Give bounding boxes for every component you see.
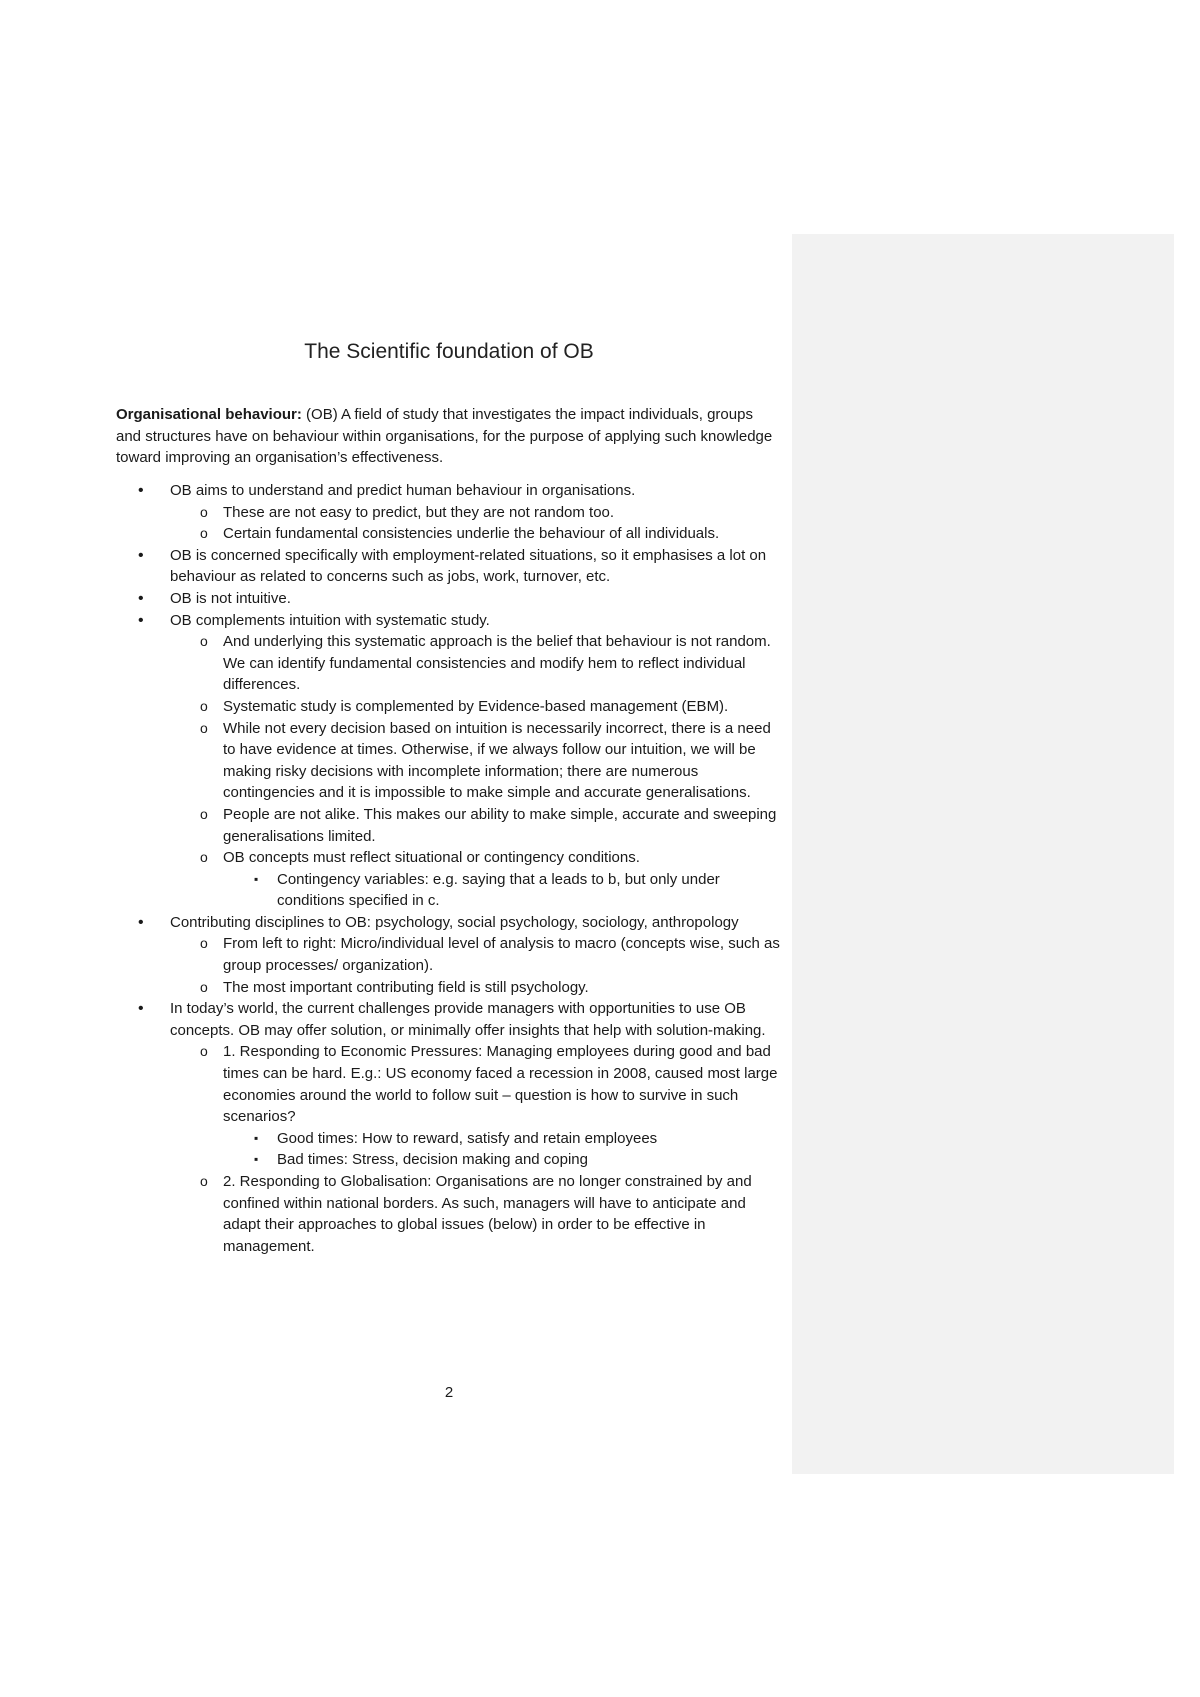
sub-sub-bullet-item: ▪ Good times: How to reward, satisfy and retain employees [224,1128,782,1150]
sub-bullet-item: o From left to right: Micro/individual level of analysis to macro (concepts wise, such as group processes/ organization). [170,933,782,976]
sub-bullet-item: o The most important contributing field is still psychology. [170,977,782,999]
comment-margin-pane [792,234,1174,1474]
sub-sub-bullet-list [224,1128,782,1171]
sub-sub-bullet-list [224,869,782,912]
sub-bullet-item: o These are not easy to predict, but they are not random too. [170,502,782,524]
definition-text: (OB) A field of study that investigates the impact individuals, groups and structures have on behaviour within organisations, for the purpose of applying such knowledge toward improving an organisation’s effectiveness. [116,406,773,467]
bullet-item: • OB is not intuitive. [116,588,782,610]
bullet-item: • OB aims to understand and predict human behaviour in organisations. [116,480,782,502]
bullet-item: • OB complements intuition with systematic study. [116,610,782,632]
bullet-item: • OB is concerned specifically with employment-related situations, so it emphasises a lot on behaviour as related to concerns such as jobs, work, turnover, etc. [116,545,782,588]
page-title: The Scientific foundation of OB [304,340,594,363]
sub-bullet-item: o People are not alike. This makes our ability to make simple, accurate and sweeping generalisations limited. [170,804,782,847]
bullet-list-content [116,480,782,1257]
sub-bullet-item: o Certain fundamental consistencies underlie the behaviour of all individuals. [170,523,782,545]
bullet-list [116,480,782,1257]
sub-bullet-list [170,502,782,545]
definition-term: Organisational behaviour: [116,406,302,423]
sub-sub-bullet-item: ▪ Contingency variables: e.g. saying that a leads to b, but only under conditions specified in c. [224,869,782,912]
sub-bullet-list [170,933,782,998]
sub-bullet-list [170,1041,782,1257]
sub-bullet-item: o 1. Responding to Economic Pressures: Managing employees during good and bad times can be hard. E.g.: US economy faced a recession in 2008, caused most large economies around the world to follow suit – question is how to survive in such scenarios? [170,1041,782,1127]
sub-bullet-item: o OB concepts must reflect situational or contingency conditions. [170,847,782,869]
sub-sub-bullet-item: ▪ Bad times: Stress, decision making and coping [224,1149,782,1171]
page-number: 2 [444,1384,454,1401]
sub-bullet-item: o 2. Responding to Globalisation: Organisations are no longer constrained by and confined within national borders. As such, managers will have to anticipate and adapt their approaches to global issues (below) in order to be effective in management. [170,1171,782,1257]
sub-bullet-list [170,631,782,912]
bullet-item: • In today’s world, the current challenges provide managers with opportunities to use OB concepts. OB may offer solution, or minimally offer insights that help with solution-making. [116,998,782,1041]
definition-paragraph [116,404,782,469]
sub-bullet-item: o While not every decision based on intuition is necessarily incorrect, there is a need to have evidence at times. Otherwise, if we always follow our intuition, we will be making risky decisions with incomplete information; there are numerous contingencies and it is impossible to make simple and accurate generalisations. [170,718,782,804]
bullet-item: • Contributing disciplines to OB: psychology, social psychology, sociology, anthropology [116,912,782,934]
sub-bullet-item: o Systematic study is complemented by Evidence-based management (EBM). [170,696,782,718]
sub-bullet-item: o And underlying this systematic approach is the belief that behaviour is not random. We can identify fundamental consistencies and modify hem to reflect individual differences. [170,631,782,696]
